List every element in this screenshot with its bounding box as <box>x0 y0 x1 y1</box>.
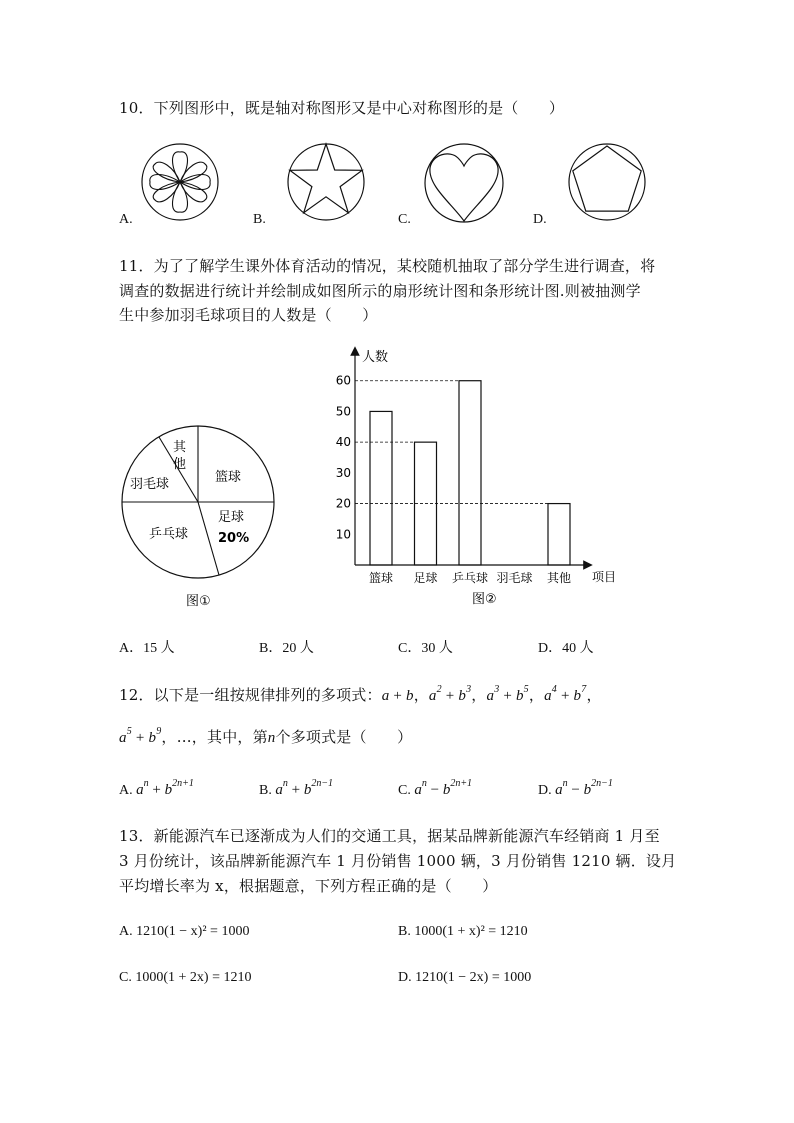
q12-stem-prefix: 12．以下是一组按规律排列的多项式： <box>119 686 382 704</box>
q12-line2-middle: ，…，其中，第 <box>161 728 268 746</box>
y-tick-label: 40 <box>335 435 351 450</box>
pentagon-circle-figure <box>565 140 649 224</box>
x-axis-label: 项目 <box>592 570 617 584</box>
bar-chart-caption: 图② <box>472 592 497 607</box>
q10-option-b-label: B. <box>253 212 266 227</box>
q12-stem-line2 <box>119 721 412 751</box>
q12-option-c: C. $a^n - b^{2n+1}$ <box>398 778 473 798</box>
x-tick-label: 篮球 <box>368 571 394 585</box>
q13-option-a: A. 1210(1 − x)² = 1000 <box>119 924 250 939</box>
q10-option-c-label: C. <box>398 212 411 227</box>
pie-chart <box>115 420 285 610</box>
q12-stem-line1: 12．以下是一组按规律排列的多项式：a + b，$a^2 + b^3$，$a^3 + b^5$，$a^4 + b^7$， <box>119 684 602 704</box>
q10-option-a-label: A. <box>119 212 133 227</box>
y-tick-label: 60 <box>335 373 351 388</box>
q11-option-a: A．15 人 <box>119 641 175 656</box>
q11-stem-line2: 调查的数据进行统计并绘制成如图所示的扇形统计图和条形统计图.则被抽测学 <box>119 282 641 300</box>
pie-label-other-2: 他 <box>173 457 187 472</box>
y-tick-label: 20 <box>335 496 351 511</box>
q12-term-1: a + b <box>381 688 414 704</box>
pie-caption: 图① <box>186 594 211 609</box>
q11-stem-line3: 生中参加羽毛球项目的人数是（ ） <box>119 306 378 324</box>
y-tick-label: 50 <box>335 404 351 419</box>
q11-stem-line1: 11．为了了解学生课外体育活动的情况，某校随机抽取了部分学生进行调查，将 <box>119 257 656 275</box>
q11-option-d: D．40 人 <box>538 641 594 656</box>
y-tick-label: 10 <box>335 527 351 542</box>
bar-chart <box>330 345 630 607</box>
q13-option-d: D. 1210(1 − 2x) = 1000 <box>398 970 532 985</box>
q12-term-3: $a^3 + b^5$ <box>486 684 529 704</box>
q12-variable-n: n <box>267 730 276 746</box>
q12-term-2: $a^2 + b^3$ <box>428 684 472 704</box>
bar <box>370 411 392 565</box>
q11-option-c: C．30 人 <box>398 641 453 656</box>
q12-term-4: $a^4 + b^7$ <box>544 684 587 704</box>
q12-line2-end: 个多项式是（ ） <box>275 728 413 746</box>
pie-label-other-1: 其 <box>173 440 187 455</box>
q12-option-d: D. $a^n - b^{2n-1}$ <box>538 778 613 798</box>
clover-circle-figure <box>140 140 222 224</box>
pie-label-basketball: 篮球 <box>215 470 242 485</box>
q13-stem-line1: 13．新能源汽车已逐渐成为人们的交通工具，据某品牌新能源汽车经销商 1 月至 <box>119 827 660 845</box>
q12-option-b: B. $a^n + b^{2n-1}$ <box>259 778 334 798</box>
bar <box>548 504 570 565</box>
bar <box>459 381 481 565</box>
x-tick-label: 羽毛球 <box>496 571 533 585</box>
q10-option-d-label: D. <box>533 212 547 227</box>
star-circle-figure <box>284 140 368 224</box>
q10-stem: 10．下列图形中，既是轴对称图形又是中心对称图形的是（ ） <box>119 99 565 117</box>
q11-option-b: B．20 人 <box>259 641 314 656</box>
q13-stem-line2: 3 月份统计，该品牌新能源汽车 1 月份销售 1000 辆，3 月份销售 1210 辆．设月 <box>119 852 677 870</box>
heart-circle-figure <box>422 140 506 226</box>
pie-label-badminton: 羽毛球 <box>130 477 170 492</box>
y-axis-label: 人数 <box>362 350 389 365</box>
x-tick-label: 乒乓球 <box>451 571 489 585</box>
pie-label-football-percent: 20% <box>218 531 250 546</box>
pie-label-pingpong: 乒乓球 <box>149 527 189 542</box>
y-tick-label: 30 <box>335 465 351 480</box>
pie-divider <box>198 502 219 575</box>
pie-label-football: 足球 <box>218 510 245 525</box>
q12-option-a: A. $a^n + b^{2n+1}$ <box>119 778 194 798</box>
x-tick-label: 足球 <box>413 571 438 585</box>
x-tick-label: 其他 <box>546 571 572 585</box>
q13-stem-line3: 平均增长率为 x，根据题意，下列方程正确的是（ ） <box>119 877 498 895</box>
q13-option-c: C. 1000(1 + 2x) = 1210 <box>119 970 252 985</box>
q13-option-b: B. 1000(1 + x)² = 1210 <box>398 924 528 939</box>
q12-term-5: $a^5 + b^9$ <box>119 726 162 746</box>
